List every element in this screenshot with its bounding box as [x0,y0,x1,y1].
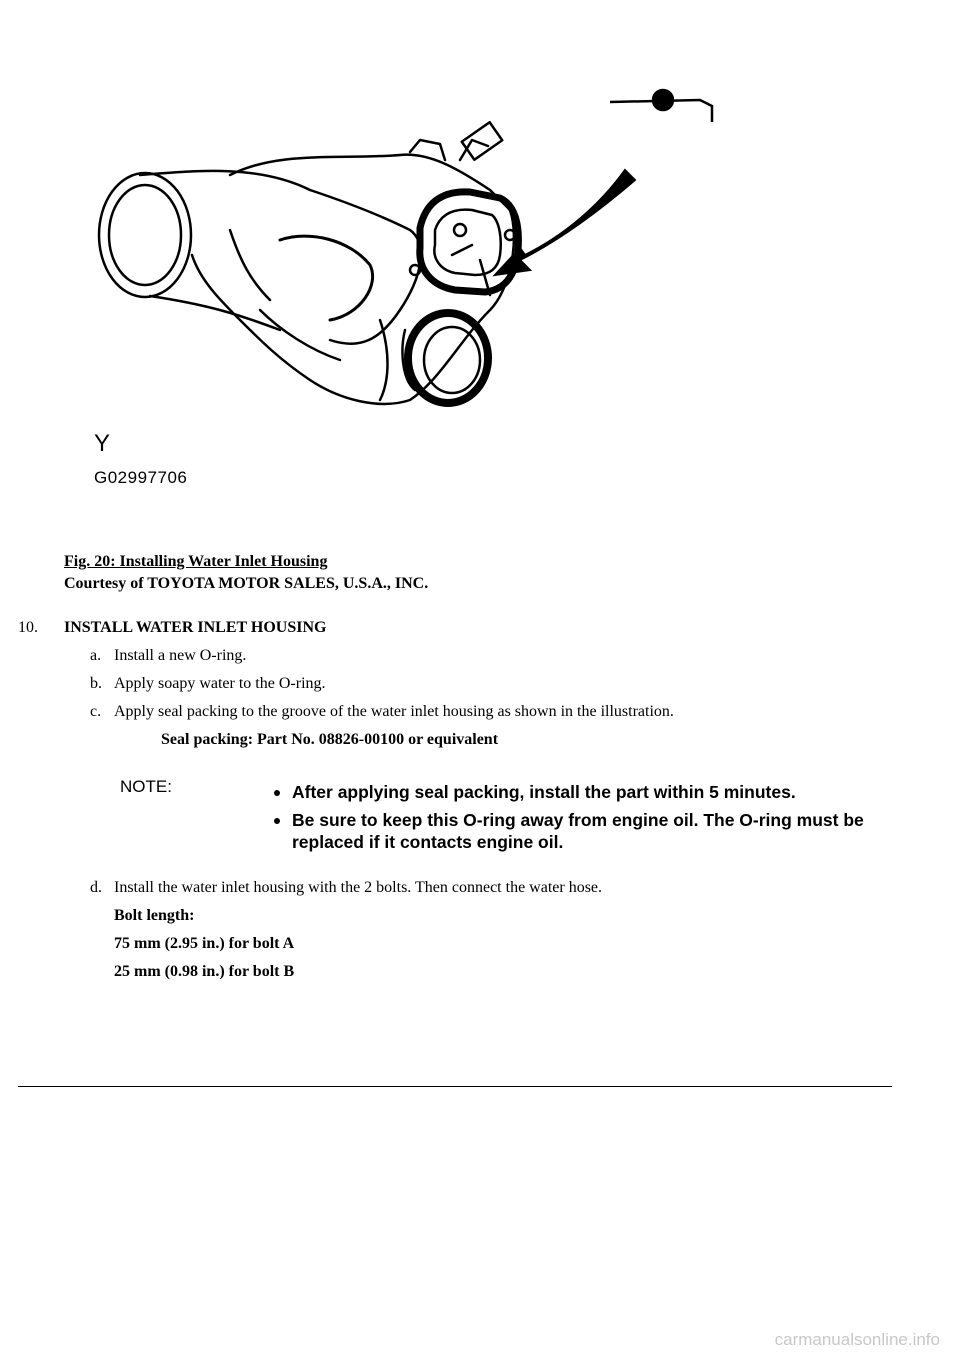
substep-text: Apply soapy water to the O-ring. [114,675,326,692]
substep-text: Install the water inlet housing with the 2 bolts. Then connect the water hose. [114,879,603,896]
note-item: After applying seal packing, install the part within 5 minutes. [272,781,892,803]
step-title: INSTALL WATER INLET HOUSING [64,619,327,636]
note-item: Be sure to keep this O-ring away from engine oil. The O-ring must be replaced if it contacts engine oil. [272,809,892,853]
bolt-length-heading: Bolt length: [114,907,195,924]
substep-a [90,647,246,665]
bolt-length-b: 25 mm (0.98 in.) for bolt B [114,963,295,980]
substep-letter: a. [90,647,102,664]
substep-letter: c. [90,703,102,720]
water-inlet-housing-illustration [80,80,740,500]
figure-caption [64,551,428,595]
seal-packing-symbol [610,90,712,122]
step-heading [18,619,326,637]
note-list [272,781,892,859]
illustration-label: Y [94,430,111,457]
substep-letter: b. [90,675,102,692]
note-label: NOTE: [120,777,172,796]
substep-letter: d. [90,879,102,896]
illustration-code: G02997706 [94,468,188,487]
figure-caption-credit: Courtesy of TOYOTA MOTOR SALES, U.S.A., INC. [64,575,429,592]
substep-text: Install a new O-ring. [114,647,247,664]
site-watermark: carmanualsonline.info [774,1330,940,1349]
left-pipe-opening [99,173,191,297]
bolt-length-a: 75 mm (2.95 in.) for bolt A [114,935,295,952]
figure-caption-title: Fig. 20: Installing Water Inlet Housing [64,553,328,570]
seal-packing-spec: Seal packing: Part No. 08826-00100 or equivalent [161,731,499,748]
substep-d [90,879,602,897]
substep-text: Apply seal packing to the groove of the water inlet housing as shown in the illustration. [114,703,674,720]
page-divider [18,1086,892,1087]
top-nipple [462,122,502,160]
substep-c [90,703,674,721]
substep-b [90,675,326,693]
step-number: 10. [18,619,38,636]
